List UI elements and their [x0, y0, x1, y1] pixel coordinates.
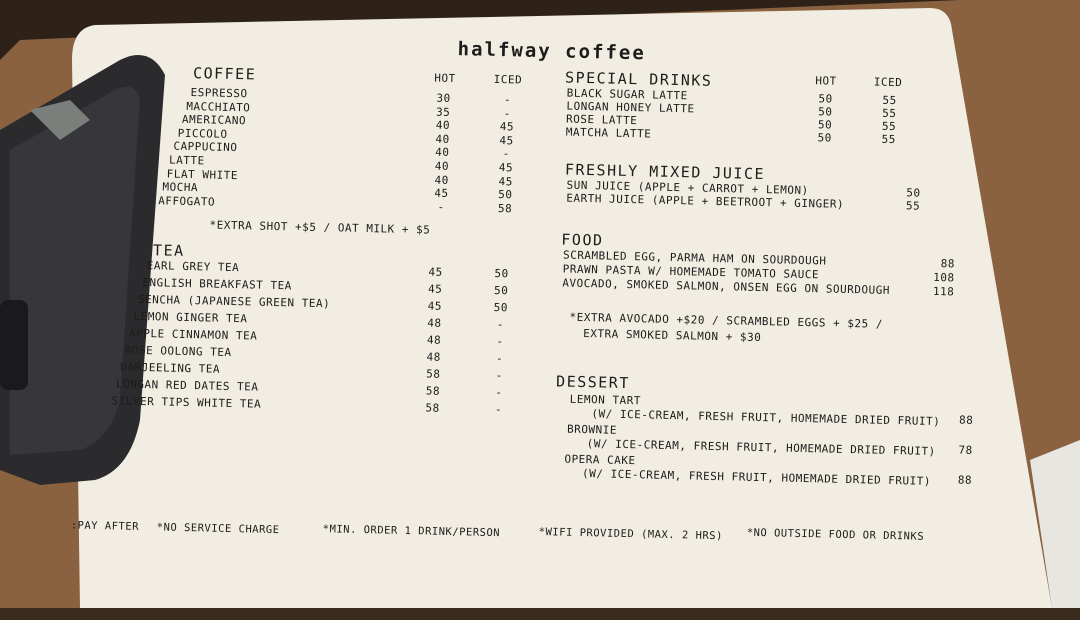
coffee-item-iced-price: 45 — [499, 133, 514, 148]
coffee-item-name: AFFOGATO — [158, 194, 216, 209]
special-iced-label: ICED — [873, 75, 903, 90]
dessert-item-description: (W/ ICE-CREAM, FRESH FRUIT, HOMEMADE DRIED FRUIT) — [586, 437, 936, 459]
coffee-item-name: PICCOLO — [177, 126, 228, 141]
footer-no-service-charge: *NO SERVICE CHARGE — [156, 521, 280, 537]
coffee-item-iced-price: 45 — [499, 120, 515, 134]
special-drink-hot-price: 50 — [817, 118, 833, 132]
special-drink-name: ROSE LATTE — [565, 112, 638, 128]
dessert-heading: DESSERT — [555, 372, 631, 393]
coffee-item-name: FLAT WHITE — [166, 167, 239, 182]
dessert-item-price: 88 — [958, 413, 974, 427]
coffee-item-hot-price: 30 — [436, 91, 451, 105]
tea-item-iced-price: - — [494, 403, 503, 417]
special-drink-name: LONGAN HONEY LATTE — [566, 99, 695, 116]
juice-item-name: EARTH JUICE (APPLE + BEETROOT + GINGER) — [566, 191, 845, 211]
coffee-heading: COFFEE — [192, 64, 257, 84]
juice-item-price: 55 — [905, 199, 921, 213]
tea-item-name: DARJEELING TEA — [120, 360, 221, 376]
menu-title: halfway coffee — [457, 38, 647, 65]
tea-item-name: SILVER TIPS WHITE TEA — [111, 394, 262, 411]
tea-item-name: ENGLISH BREAKFAST TEA — [142, 275, 292, 293]
coffee-item-hot-price: 45 — [434, 186, 449, 201]
tea-item-hot-price: 45 — [427, 299, 443, 313]
tea-item-iced-price: 50 — [493, 283, 509, 298]
coffee-item-iced-price: 58 — [497, 201, 513, 216]
tea-item-name: ROSE OOLONG TEA — [124, 343, 232, 360]
tea-item-hot-price: 45 — [427, 282, 443, 296]
special-drink-hot-price: 50 — [818, 92, 833, 106]
tea-item-name: SENCHA (JAPANESE GREEN TEA) — [137, 292, 331, 311]
tea-item-iced-price: - — [495, 386, 503, 400]
tea-item-hot-price: 45 — [428, 265, 443, 279]
tea-item-hot-price: 48 — [426, 333, 442, 347]
coffee-hot-label: HOT — [434, 71, 456, 86]
special-hot-label: HOT — [815, 74, 837, 88]
tea-item-hot-price: 58 — [425, 401, 440, 415]
food-heading: FOOD — [561, 230, 604, 250]
dessert-item-description: (W/ ICE-CREAM, FRESH FRUIT, HOMEMADE DRIED FRUIT) — [591, 407, 941, 429]
food-item-name: AVOCADO, SMOKED SALMON, ONSEN EGG ON SOURDOUGH — [562, 276, 891, 297]
tea-item-iced-price: 50 — [494, 266, 509, 281]
coffee-item-name: CAPPUCINO — [173, 140, 238, 155]
footer-no-outside-food: *NO OUTSIDE FOOD OR DRINKS — [746, 526, 925, 543]
tea-item-iced-price: - — [496, 318, 505, 332]
tea-item-hot-price: 48 — [426, 350, 441, 364]
coffee-item-name: LATTE — [168, 153, 205, 168]
coffee-item-iced-price: 45 — [498, 161, 514, 175]
food-extras-line1: *EXTRA AVOCADO +$20 / SCRAMBLED EGGS + $25 / — [569, 310, 884, 331]
tea-item-iced-price: - — [495, 352, 504, 366]
coffee-item-name: MACCHIATO — [186, 99, 251, 114]
tea-item-name: EARL GREY TEA — [146, 259, 240, 275]
coffee-item-hot-price: 40 — [434, 159, 450, 173]
special-drink-iced-price: 55 — [882, 93, 897, 108]
coffee-item-iced-price: 45 — [498, 174, 513, 188]
footer-min-order: *MIN. ORDER 1 DRINK/PERSON — [322, 523, 501, 540]
coffee-item-iced-price: 50 — [498, 188, 513, 202]
dessert-item-name: BROWNIE — [566, 422, 618, 437]
tea-heading: TEA — [152, 241, 185, 260]
coffee-item-hot-price: - — [437, 200, 445, 214]
special-drink-name: MATCHA LATTE — [565, 125, 652, 141]
special-drink-iced-price: 55 — [881, 119, 897, 134]
coffee-extras: *EXTRA SHOT +$5 / OAT MILK + $5 — [209, 218, 431, 237]
coffee-item-hot-price: 40 — [434, 173, 449, 187]
coffee-item-hot-price: 40 — [435, 132, 450, 146]
tea-item-hot-price: 58 — [426, 367, 441, 381]
food-extras-line2: EXTRA SMOKED SALMON + $30 — [583, 326, 762, 345]
coffee-item-iced-price: - — [503, 93, 512, 107]
coffee-item-iced-price: - — [503, 106, 511, 120]
special-drinks-heading: SPECIAL DRINKS — [564, 68, 713, 90]
dessert-item-name: OPERA CAKE — [564, 452, 636, 468]
footer-wifi: *WIFI PROVIDED (MAX. 2 HRS) — [538, 526, 724, 543]
juice-item-price: 50 — [906, 186, 921, 200]
food-item-price: 118 — [932, 284, 955, 299]
dessert-item-price: 78 — [958, 443, 973, 457]
tea-item-name: APPLE CINNAMON TEA — [128, 326, 258, 343]
tea-item-name: LEMON GINGER TEA — [133, 309, 248, 326]
coffee-item-name: ESPRESSO — [190, 86, 248, 101]
special-drink-hot-price: 50 — [817, 131, 833, 145]
dessert-item-description: (W/ ICE-CREAM, FRESH FRUIT, HOMEMADE DRIED FRUIT) — [581, 467, 932, 488]
tea-item-hot-price: 58 — [425, 384, 441, 398]
food-item-name: SCRAMBLED EGG, PARMA HAM ON SOURDOUGH — [562, 248, 827, 268]
coffee-item-hot-price: 40 — [435, 118, 451, 133]
coffee-item-hot-price: 35 — [435, 105, 451, 119]
food-item-price: 108 — [933, 270, 955, 285]
tea-item-iced-price: 50 — [493, 300, 509, 315]
tea-item-iced-price: - — [495, 369, 503, 383]
juice-heading: FRESHLY MIXED JUICE — [564, 160, 766, 184]
coffee-item-name: MOCHA — [162, 180, 199, 195]
juice-item-name: SUN JUICE (APPLE + CARROT + LEMON) — [566, 178, 809, 198]
coffee-item-iced-price: - — [502, 147, 511, 161]
food-item-name: PRAWN PASTA W/ HOMEMADE TOMATO SAUCE — [562, 262, 820, 282]
dessert-item-price: 88 — [957, 473, 973, 487]
tea-item-hot-price: 48 — [427, 316, 442, 330]
special-drink-iced-price: 55 — [881, 132, 897, 147]
tea-item-name: LONGAN RED DATES TEA — [115, 377, 259, 394]
coffee-iced-label: ICED — [493, 72, 523, 87]
coffee-item-hot-price: 40 — [435, 145, 450, 160]
dessert-item-name: LEMON TART — [569, 392, 642, 408]
footer-pay-after: :PAY AFTER — [70, 519, 140, 533]
tea-item-iced-price: - — [496, 335, 504, 349]
coffee-item-name: AMERICANO — [181, 113, 247, 128]
special-drink-name: BLACK SUGAR LATTE — [566, 86, 688, 103]
special-drink-iced-price: 55 — [882, 106, 897, 121]
food-item-price: 88 — [940, 257, 956, 271]
special-drink-hot-price: 50 — [818, 105, 833, 119]
